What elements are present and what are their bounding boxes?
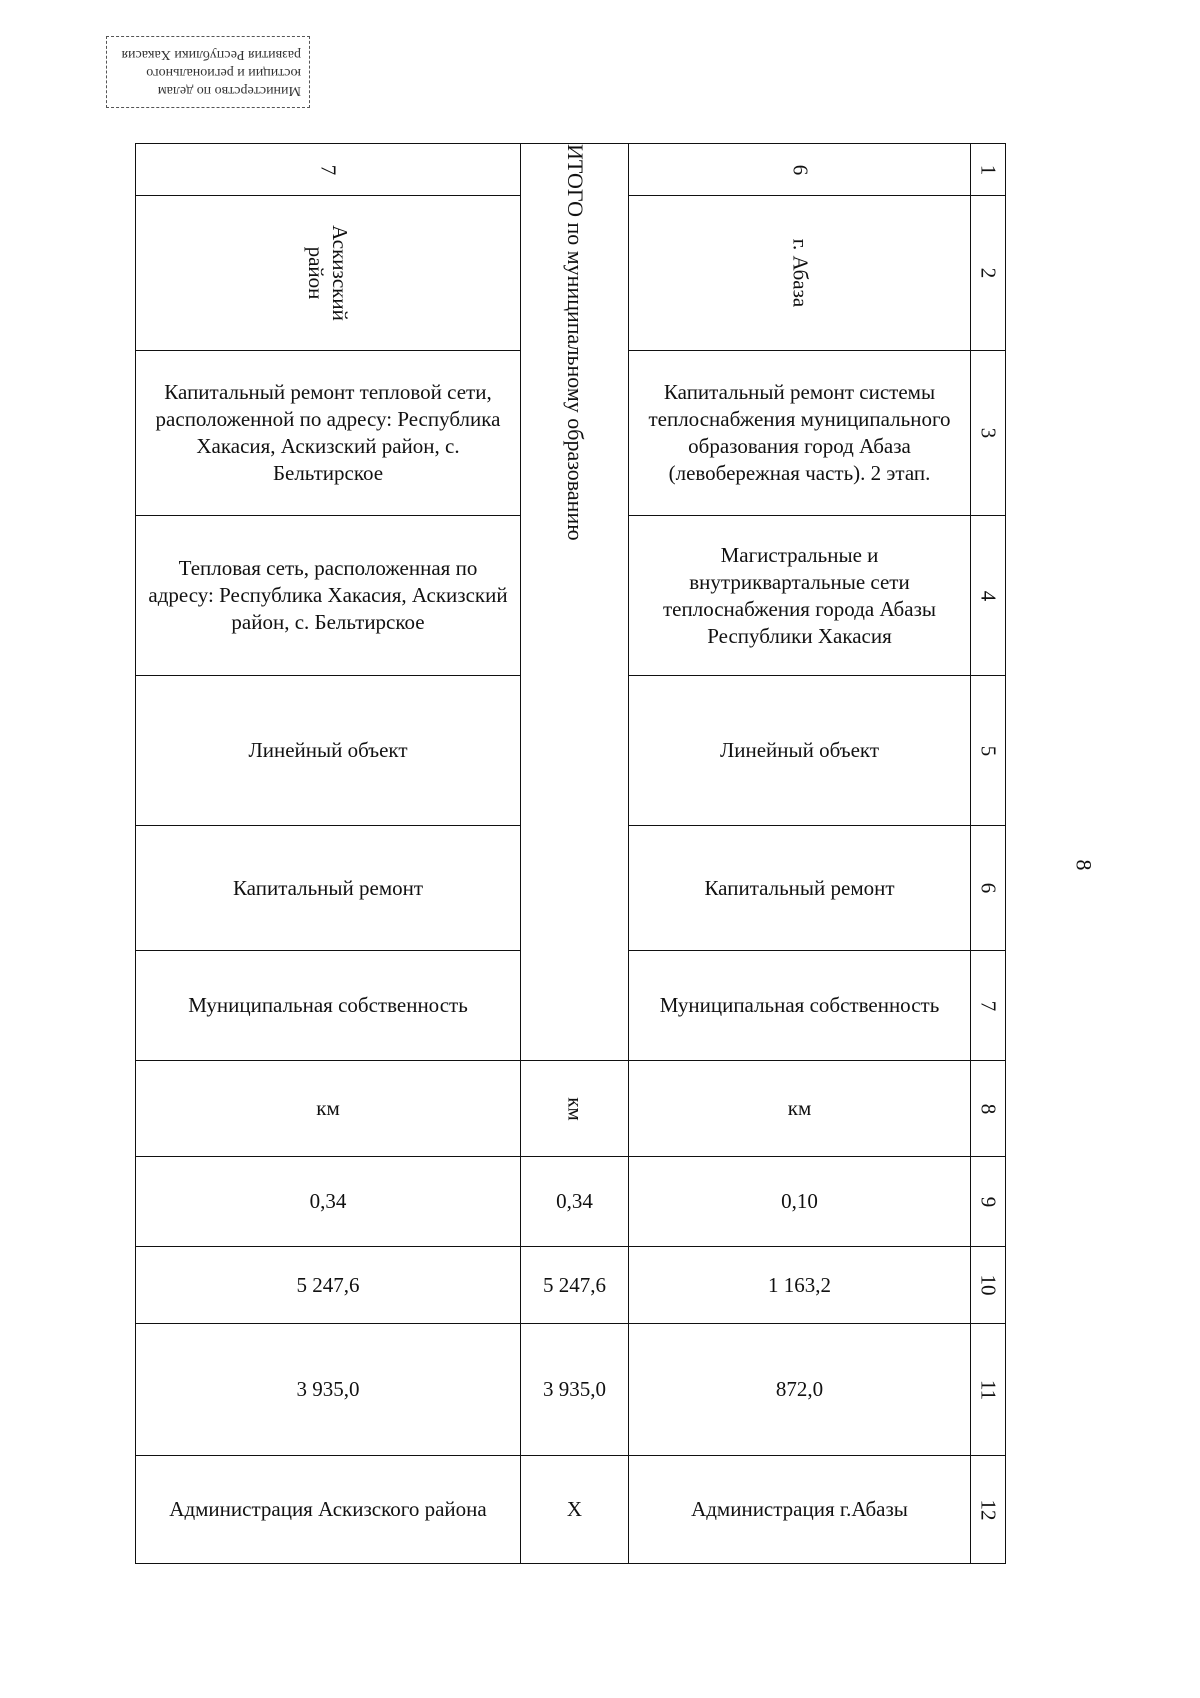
column-number-5: 5 [971,676,1006,826]
cell-row-a-col6: Капитальный ремонт [629,826,971,951]
cell-row-b-col5: Линейный объект [136,676,521,826]
column-number-7: 7 [971,951,1006,1061]
column-number-4: 4 [971,516,1006,676]
column-number-9: 9 [971,1157,1006,1247]
ministry-stamp [106,36,310,108]
column-number-11: 11 [971,1324,1006,1456]
table-row-col8 [136,1061,1006,1157]
cell-row-b-col3: Капитальный ремонт тепловой сети, расположенной по адресу: Республика Хакасия, Аскизский район, с. Бельтирское [136,351,521,516]
cell-row-a-col7: Муниципальная собственность [629,951,971,1061]
table-row-col12 [136,1456,1006,1564]
page-number: 8 [1071,859,1097,871]
cell-row-a-col12: Администрация г.Абазы [629,1456,971,1564]
column-number-6: 6 [971,826,1006,951]
cell-row-a-col1: 6 [629,144,971,196]
cell-row-b-col7: Муниципальная собственность [136,951,521,1061]
column-number-12: 12 [971,1456,1006,1564]
itogo-label-cell [521,144,629,1061]
cell-row-a-col8: км [629,1061,971,1157]
table-row-col9 [136,1157,1006,1247]
cell-itogo-col8: км [521,1061,629,1157]
table-row-col10 [136,1247,1006,1324]
cell-row-b-col10: 5 247,6 [136,1247,521,1324]
cell-itogo-col12: Х [521,1456,629,1564]
cell-row-a-col5: Линейный объект [629,676,971,826]
column-number-10: 10 [971,1247,1006,1324]
cell-row-a-col10: 1 163,2 [629,1247,971,1324]
program-table [135,143,1006,1564]
table-row-col1 [136,144,1006,196]
cell-row-b-col2: Аскизский район [136,196,521,351]
column-number-3: 3 [971,351,1006,516]
cell-row-b-col12: Администрация Аскизского района [136,1456,521,1564]
cell-itogo-col9: 0,34 [521,1157,629,1247]
itogo-label: ИТОГО по муниципальному образованию [562,144,588,541]
cell-row-a-col3: Капитальный ремонт системы теплоснабжения муниципального образования город Абаза (левобережная часть). 2 этап. [629,351,971,516]
table-row-col11 [136,1324,1006,1456]
stamp-line: развития Республики Хакасия [121,47,301,62]
cell-row-b-col9: 0,34 [136,1157,521,1247]
cell-row-a-col11: 872,0 [629,1324,971,1456]
rotated-table-sheet [135,143,1005,1563]
stamp-line: юстиции и регионального [146,65,301,80]
cell-row-b-col1: 7 [136,144,521,196]
cell-row-a-col9: 0,10 [629,1157,971,1247]
column-number-2: 2 [971,196,1006,351]
stamp-line: Министерство по делам [157,83,301,98]
cell-row-b-col4: Тепловая сеть, расположенная по адресу: Республика Хакасия, Аскизский район, с. Бельтирское [136,516,521,676]
cell-row-b-col11: 3 935,0 [136,1324,521,1456]
cell-row-b-col6: Капитальный ремонт [136,826,521,951]
cell-row-a-col2: г. Абаза [629,196,971,351]
cell-row-a-col4: Магистральные и внутриквартальные сети теплоснабжения города Абазы Республики Хакасия [629,516,971,676]
column-number-1: 1 [971,144,1006,196]
cell-itogo-col10: 5 247,6 [521,1247,629,1324]
column-number-8: 8 [971,1061,1006,1157]
cell-itogo-col11: 3 935,0 [521,1324,629,1456]
cell-row-b-col8: км [136,1061,521,1157]
